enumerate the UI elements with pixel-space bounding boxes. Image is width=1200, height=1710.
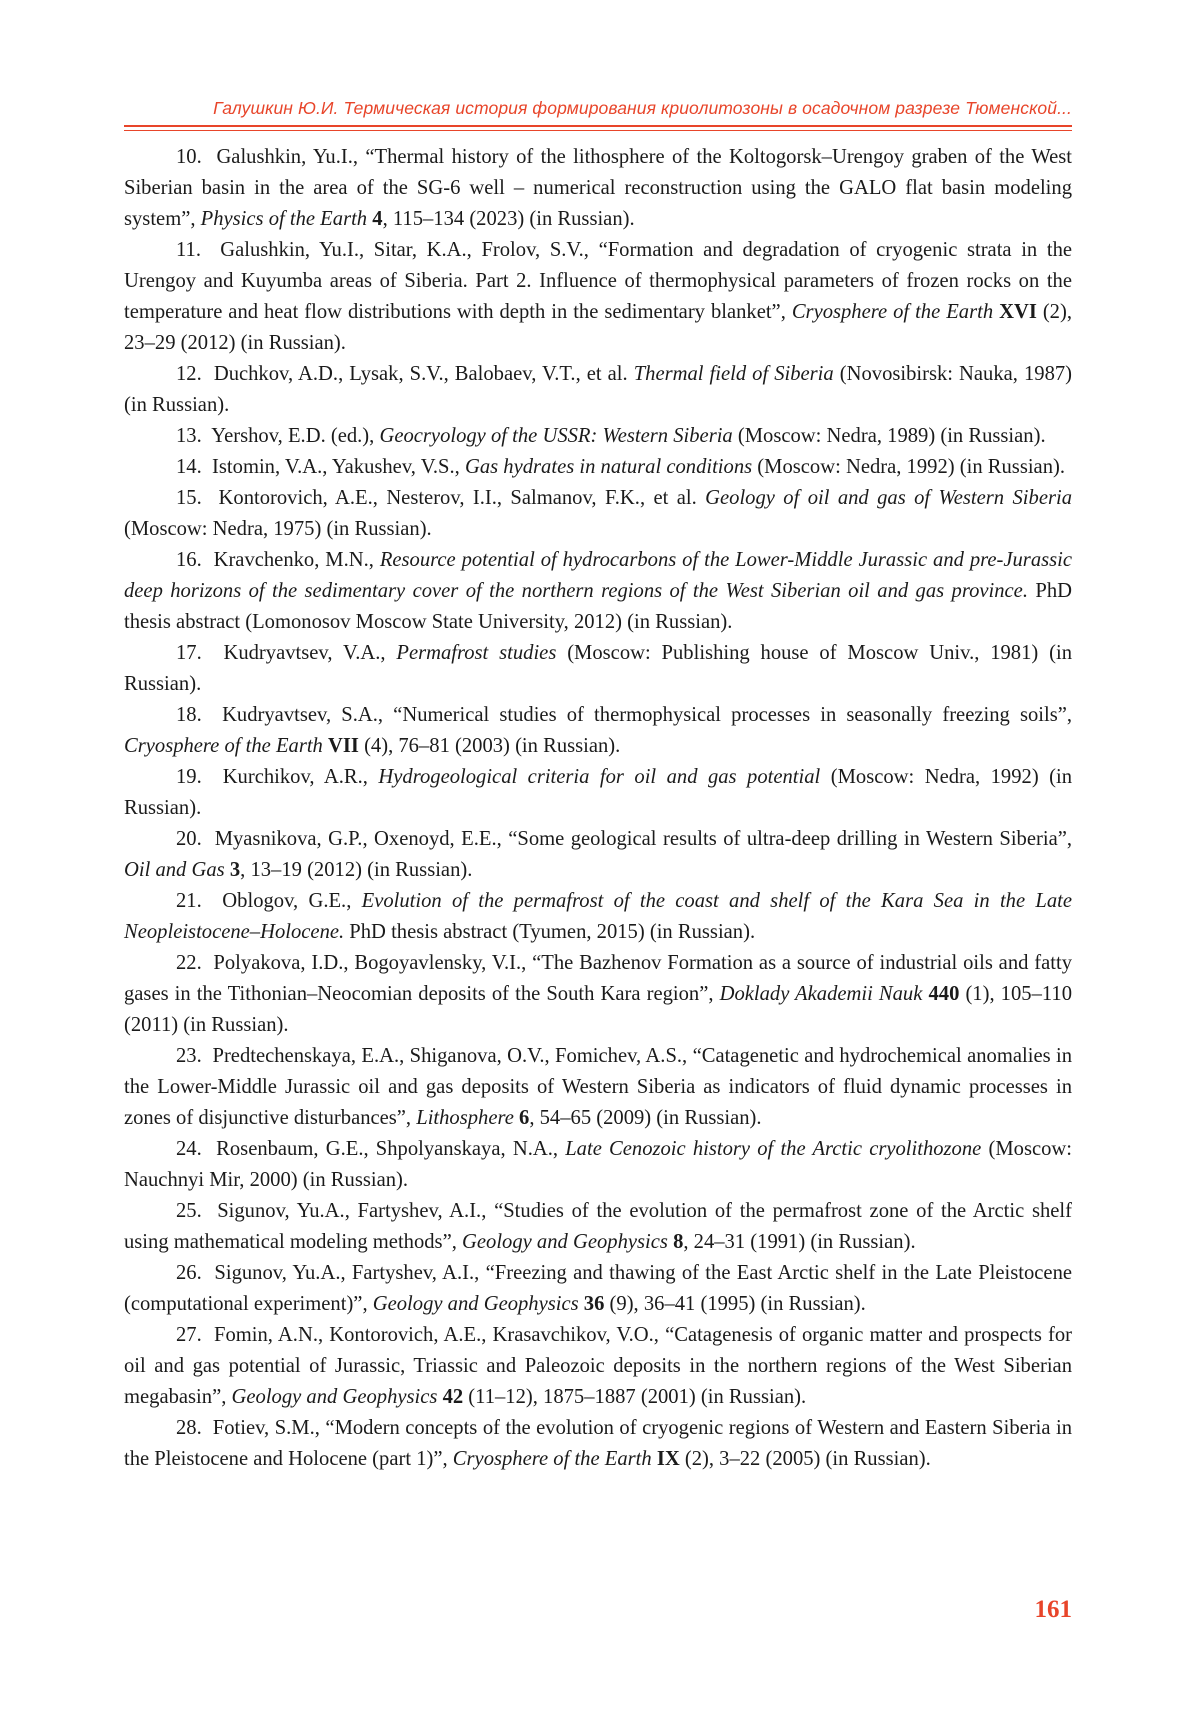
- reference-text: (9), 36–41 (1995) (in Russian).: [604, 1293, 866, 1315]
- reference-item: [124, 886, 1072, 948]
- reference-item: [124, 1196, 1072, 1258]
- page-number: 161: [1034, 1596, 1072, 1623]
- reference-number: 22.: [176, 952, 202, 974]
- reference-number: 20.: [176, 828, 202, 850]
- reference-item: [124, 359, 1072, 421]
- reference-text: Galushkin, Yu.I., “Thermal history of the lithosphere of the Koltogorsk–Urengoy graben of the West Siberian basin in the area of the SG-6 well – numerical reconstruction using the GALO flat basin modeling system”,: [124, 146, 1072, 230]
- reference-source-title: Cryosphere of the Earth: [452, 1448, 652, 1470]
- reference-text: , 115–134 (2023) (in Russian).: [382, 208, 635, 230]
- reference-item: [124, 452, 1072, 483]
- reference-source-title: Doklady Akademii Nauk: [719, 983, 923, 1005]
- reference-source-title: Geology and Geophysics: [231, 1386, 438, 1408]
- reference-number: 24.: [176, 1138, 202, 1160]
- reference-number: 26.: [176, 1262, 202, 1284]
- reference-item: [124, 824, 1072, 886]
- reference-item: [124, 142, 1072, 235]
- reference-text: Galushkin, Yu.I., Sitar, K.A., Frolov, S.V., “Formation and degradation of cryogenic strata in the Urengoy and Kuyumba areas of Siberia. Part 2. Influence of thermophysical parameters of frozen rocks on the temperature and heat flow distributions with depth in the sedimentary blanket”,: [124, 239, 1073, 323]
- header-rule-bottom: [124, 130, 1072, 131]
- reference-volume: VII: [328, 735, 359, 757]
- reference-source-title: Thermal field of Siberia: [633, 363, 834, 385]
- reference-volume: 42: [442, 1386, 464, 1408]
- reference-source-title: Physics of the Earth: [200, 208, 368, 230]
- reference-text: , 54–65 (2009) (in Russian).: [529, 1107, 762, 1129]
- reference-number: 19.: [176, 766, 202, 788]
- reference-text: (Novosibirsk: Nauka, 1987) (in Russian).: [124, 363, 1073, 416]
- reference-text: , 13–19 (2012) (in Russian).: [240, 859, 473, 881]
- reference-volume: 8: [673, 1231, 684, 1253]
- reference-text: Oblogov, G.E.,: [222, 890, 362, 912]
- reference-item: [124, 421, 1072, 452]
- running-title: Галушкин Ю.И. Термическая история формирования криолитозоны в осадочном разрезе Тюменской...: [213, 98, 1072, 118]
- reference-item: [124, 638, 1072, 700]
- reference-text: , 24–31 (1991) (in Russian).: [683, 1231, 916, 1253]
- reference-number: 21.: [176, 890, 202, 912]
- reference-number: 28.: [176, 1417, 202, 1439]
- reference-number: 13.: [176, 425, 202, 447]
- reference-text: (2), 23–29 (2012) (in Russian).: [124, 301, 1072, 354]
- reference-source-title: Resource potential of hydrocarbons of the Lower-Middle Jurassic and pre-Jurassic deep horizons of the sedimentary cover of the northern regions of the West Siberian oil and gas province.: [124, 549, 1073, 602]
- reference-source-title: Lithosphere: [416, 1107, 514, 1129]
- reference-number: 10.: [176, 146, 202, 168]
- reference-source-title: Oil and Gas: [124, 859, 225, 881]
- reference-source-title: Permafrost studies: [396, 642, 557, 664]
- reference-text: Sigunov, Yu.A., Fartyshev, A.I., “Freezing and thawing of the East Arctic shelf in the Late Pleistocene (computational experiment)”,: [124, 1262, 1073, 1315]
- reference-number: 16.: [176, 549, 202, 571]
- reference-text: Kurchikov, A.R.,: [222, 766, 379, 788]
- reference-text: PhD thesis abstract (Lomonosov Moscow State University, 2012) (in Russian).: [124, 580, 1072, 633]
- reference-number: 12.: [176, 363, 202, 385]
- reference-source-title: Geology and Geophysics: [462, 1231, 668, 1253]
- reference-text: (11–12), 1875–1887 (2001) (in Russian).: [463, 1386, 807, 1408]
- reference-item: [124, 948, 1072, 1041]
- reference-text: Predtechenskaya, E.A., Shiganova, O.V., Fomichev, A.S., “Catagenetic and hydrochemical anomalies in the Lower-Middle Jurassic oil and gas deposits of Western Siberia as indicators of fluid dynamic processes in zones of disjunctive disturbances”,: [124, 1045, 1072, 1129]
- reference-source-title: Evolution of the permafrost of the coast and shelf of the Kara Sea in the Late Neopleistocene–Holocene.: [124, 890, 1072, 943]
- reference-text: (Moscow: Nedra, 1992) (in Russian).: [124, 766, 1073, 819]
- header-rule-top: [124, 125, 1072, 127]
- reference-number: 15.: [176, 487, 202, 509]
- reference-text: (Moscow: Nauchnyi Mir, 2000) (in Russian).: [124, 1138, 1072, 1191]
- reference-volume: IX: [656, 1448, 680, 1470]
- reference-volume: XVI: [999, 301, 1037, 323]
- reference-number: 14.: [176, 456, 202, 478]
- reference-item: [124, 1041, 1072, 1134]
- reference-item: [124, 235, 1072, 359]
- reference-text: Rosenbaum, G.E., Shpolyanskaya, N.A.,: [216, 1138, 566, 1160]
- reference-text: Yershov, E.D. (ed.),: [211, 425, 380, 447]
- reference-text: Duchkov, A.D., Lysak, S.V., Balobaev, V.T., et al.: [213, 363, 634, 385]
- reference-number: 18.: [176, 704, 202, 726]
- reference-volume: 36: [583, 1293, 605, 1315]
- reference-item: [124, 1413, 1072, 1475]
- reference-text: (4), 76–81 (2003) (in Russian).: [358, 735, 621, 757]
- reference-source-title: Geology and Geophysics: [372, 1293, 579, 1315]
- reference-text: (Moscow: Nedra, 1975) (in Russian).: [124, 518, 432, 540]
- reference-volume: 3: [229, 859, 241, 881]
- reference-number: 27.: [176, 1324, 202, 1346]
- reference-text: PhD thesis abstract (Tyumen, 2015) (in Russian).: [344, 921, 756, 943]
- reference-item: [124, 762, 1072, 824]
- reference-item: [124, 483, 1072, 545]
- reference-text: (Moscow: Nedra, 1989) (in Russian).: [732, 425, 1046, 447]
- reference-list: [124, 142, 1072, 1475]
- reference-volume: 4: [372, 208, 383, 230]
- reference-source-title: Hydrogeological criteria for oil and gas potential: [378, 766, 821, 788]
- reference-source-title: Geology of oil and gas of Western Siberia: [705, 487, 1072, 509]
- reference-item: [124, 545, 1072, 638]
- reference-text: Kontorovich, A.E., Nesterov, I.I., Salmanov, F.K., et al.: [218, 487, 706, 509]
- reference-number: 25.: [176, 1200, 202, 1222]
- reference-text: Fomin, A.N., Kontorovich, A.E., Krasavchikov, V.O., “Catagenesis of organic matter and prospects for oil and gas potential of Jurassic, Triassic and Paleozoic deposits in the northern regions of the West Siberian megabasin”,: [124, 1324, 1072, 1408]
- reference-volume: 6: [519, 1107, 530, 1129]
- reference-source-title: Late Cenozoic history of the Arctic cryolithozone: [565, 1138, 982, 1160]
- reference-text: (Moscow: Publishing house of Moscow Univ., 1981) (in Russian).: [124, 642, 1072, 695]
- reference-text: Polyakova, I.D., Bogoyavlensky, V.I., “The Bazhenov Formation as a source of industrial oils and fatty gases in the Tithonian–Neocomian deposits of the South Kara region”,: [124, 952, 1072, 1005]
- reference-volume: 440: [928, 983, 960, 1005]
- reference-text: Kudryavtsev, V.A.,: [223, 642, 397, 664]
- reference-number: 11.: [176, 239, 201, 261]
- reference-item: [124, 1320, 1072, 1413]
- reference-text: (Moscow: Nedra, 1992) (in Russian).: [752, 456, 1065, 478]
- reference-text: Sigunov, Yu.A., Fartyshev, A.I., “Studies of the evolution of the permafrost zone of the Arctic shelf using mathematical modeling methods”,: [124, 1200, 1072, 1253]
- reference-text: Kravchenko, M.N.,: [213, 549, 380, 571]
- reference-source-title: Geocryology of the USSR: Western Siberia: [379, 425, 733, 447]
- reference-source-title: Cryosphere of the Earth: [124, 735, 323, 757]
- reference-number: 17.: [176, 642, 202, 664]
- reference-text: (2), 3–22 (2005) (in Russian).: [679, 1448, 931, 1470]
- reference-item: [124, 700, 1072, 762]
- reference-text: Fotiev, S.M., “Modern concepts of the evolution of cryogenic regions of Western and Eastern Siberia in the Pleistocene and Holocene (part 1)”,: [124, 1417, 1073, 1470]
- reference-number: 23.: [176, 1045, 202, 1067]
- reference-source-title: Gas hydrates in natural conditions: [464, 456, 753, 478]
- reference-item: [124, 1134, 1072, 1196]
- reference-source-title: Cryosphere of the Earth: [791, 301, 994, 323]
- reference-text: (1), 105–110 (2011) (in Russian).: [124, 983, 1072, 1036]
- reference-text: Myasnikova, G.P., Oxenoyd, E.E., “Some geological results of ultra-deep drilling in Western Siberia”,: [214, 828, 1073, 850]
- reference-text: Istomin, V.A., Yakushev, V.S.,: [212, 456, 465, 478]
- reference-item: [124, 1258, 1072, 1320]
- reference-text: Kudryavtsev, S.A., “Numerical studies of thermophysical processes in seasonally freezing soils”,: [222, 704, 1072, 726]
